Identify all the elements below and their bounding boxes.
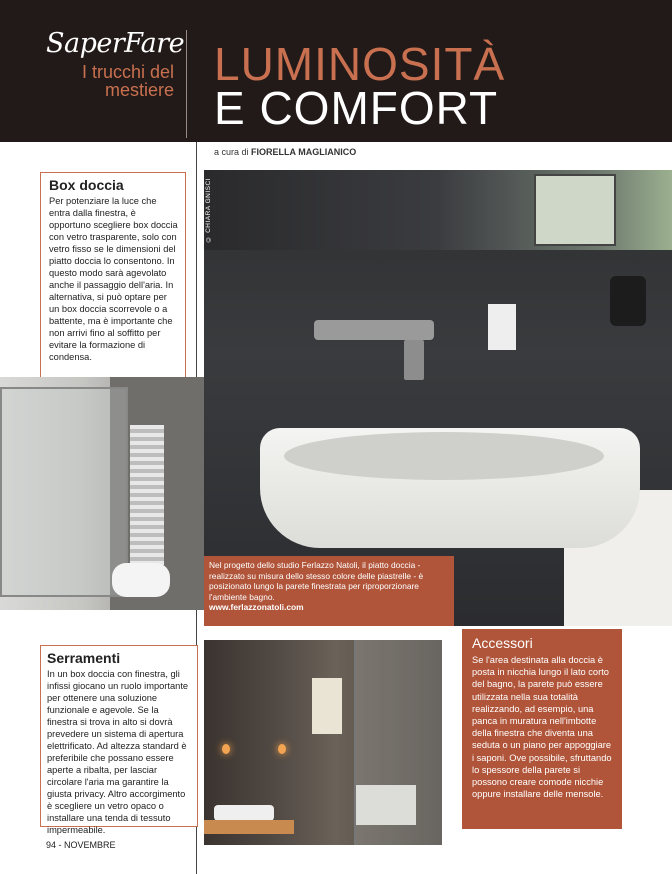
caption-text: Nel progetto dello studio Ferlazzo Natoli, il piatto doccia - realizzato su misura dello stesso colore delle piastrelle - è posizionato lungo la parete finestrata per riproporzionare l'ambiente bagno. xyxy=(209,560,424,602)
page-number: 94 - NOVEMBRE xyxy=(46,840,116,850)
accessori-panel xyxy=(462,629,622,829)
bath2-lamp-right xyxy=(278,744,286,754)
towel-radiator xyxy=(130,425,164,565)
bath2-bench xyxy=(356,785,416,825)
box-doccia-title: Box doccia xyxy=(49,177,124,193)
accessori-title: Accessori xyxy=(472,635,533,651)
section-subtitle-line1: I trucchi del xyxy=(81,62,174,82)
shower-glass xyxy=(0,387,128,597)
header-divider xyxy=(186,30,187,138)
serramenti-text: In un box doccia con finestra, gli infissi giocano un ruolo importante per ottenere una soluzione funzionale e agevole. Se la finestra si trova in alto si dovrà prevedere un sistema di apertura elettrificato. Ad altezza standard è preferibile che possano essere aperte a ribalta, per lasciar circolare l'aria ma garantire la giusta privacy. Altro accorgimento è scegliere un vetro opaco o installare una tenda di tessuto impermeabile. xyxy=(47,669,189,835)
section-subtitle xyxy=(50,63,174,99)
accessori-text: Se l'area destinata alla doccia è posta in nicchia lungo il lato corto del bagno, la parete può essere utilizzata nella sua totalità realizzando, ad esempio, una panca in muratura nell'imbotte della finestra che diventa una seduta o un piano per appoggiare i saponi. Ove possibile, sfruttando lo spessore della parete si possono creare comode nicchie oppure installare delle mensole. xyxy=(472,655,612,800)
flush-plate xyxy=(610,276,646,326)
serramenti-title: Serramenti xyxy=(47,650,121,666)
section-brand: SaperFare xyxy=(46,28,185,59)
photo-credit: © CHIARA GNISCI xyxy=(205,178,212,243)
article-title xyxy=(214,38,506,134)
caption-url: www.ferlazzonatoli.com xyxy=(209,602,304,612)
reflected-window xyxy=(534,174,616,246)
section-subtitle-line2: mestiere xyxy=(104,80,174,100)
bath2-window xyxy=(312,678,342,734)
box-doccia-panel xyxy=(40,172,186,378)
bath2-sink xyxy=(214,805,274,821)
box-doccia-text: Per potenziare la luce che entra dalla finestra, è opportuno scegliere box doccia con vetro trasparente, solo con vetro fisso se le dimensioni del piatto doccia lo consentono. In questo modo sarà agevolato anche il passaggio dell'aria. In alternativa, si può optare per un box doccia scorrevole o a battente, ma è importante che non arrivi fino al soffitto per evitare la formazione di condensa. xyxy=(49,196,178,362)
header-banner xyxy=(0,0,672,142)
bath2-lamp-left xyxy=(222,744,230,754)
second-bathroom-photo xyxy=(204,640,442,845)
bath2-counter xyxy=(204,820,294,834)
article-title-line1: LUMINOSITÀ xyxy=(214,38,506,90)
shower-photo xyxy=(0,377,204,610)
light-switch xyxy=(488,304,516,350)
tap-spout xyxy=(404,340,424,380)
serramenti-panel xyxy=(40,645,198,835)
credit-prefix: a cura di xyxy=(214,147,249,157)
washbasin-bowl xyxy=(284,432,604,480)
photo-caption xyxy=(204,556,454,626)
credit-author: FIORELLA MAGLIANICO xyxy=(251,147,357,157)
bidet xyxy=(112,563,170,597)
wall-tap xyxy=(314,320,434,340)
author-credit xyxy=(214,147,356,157)
article-title-line2: E COMFORT xyxy=(214,82,499,134)
